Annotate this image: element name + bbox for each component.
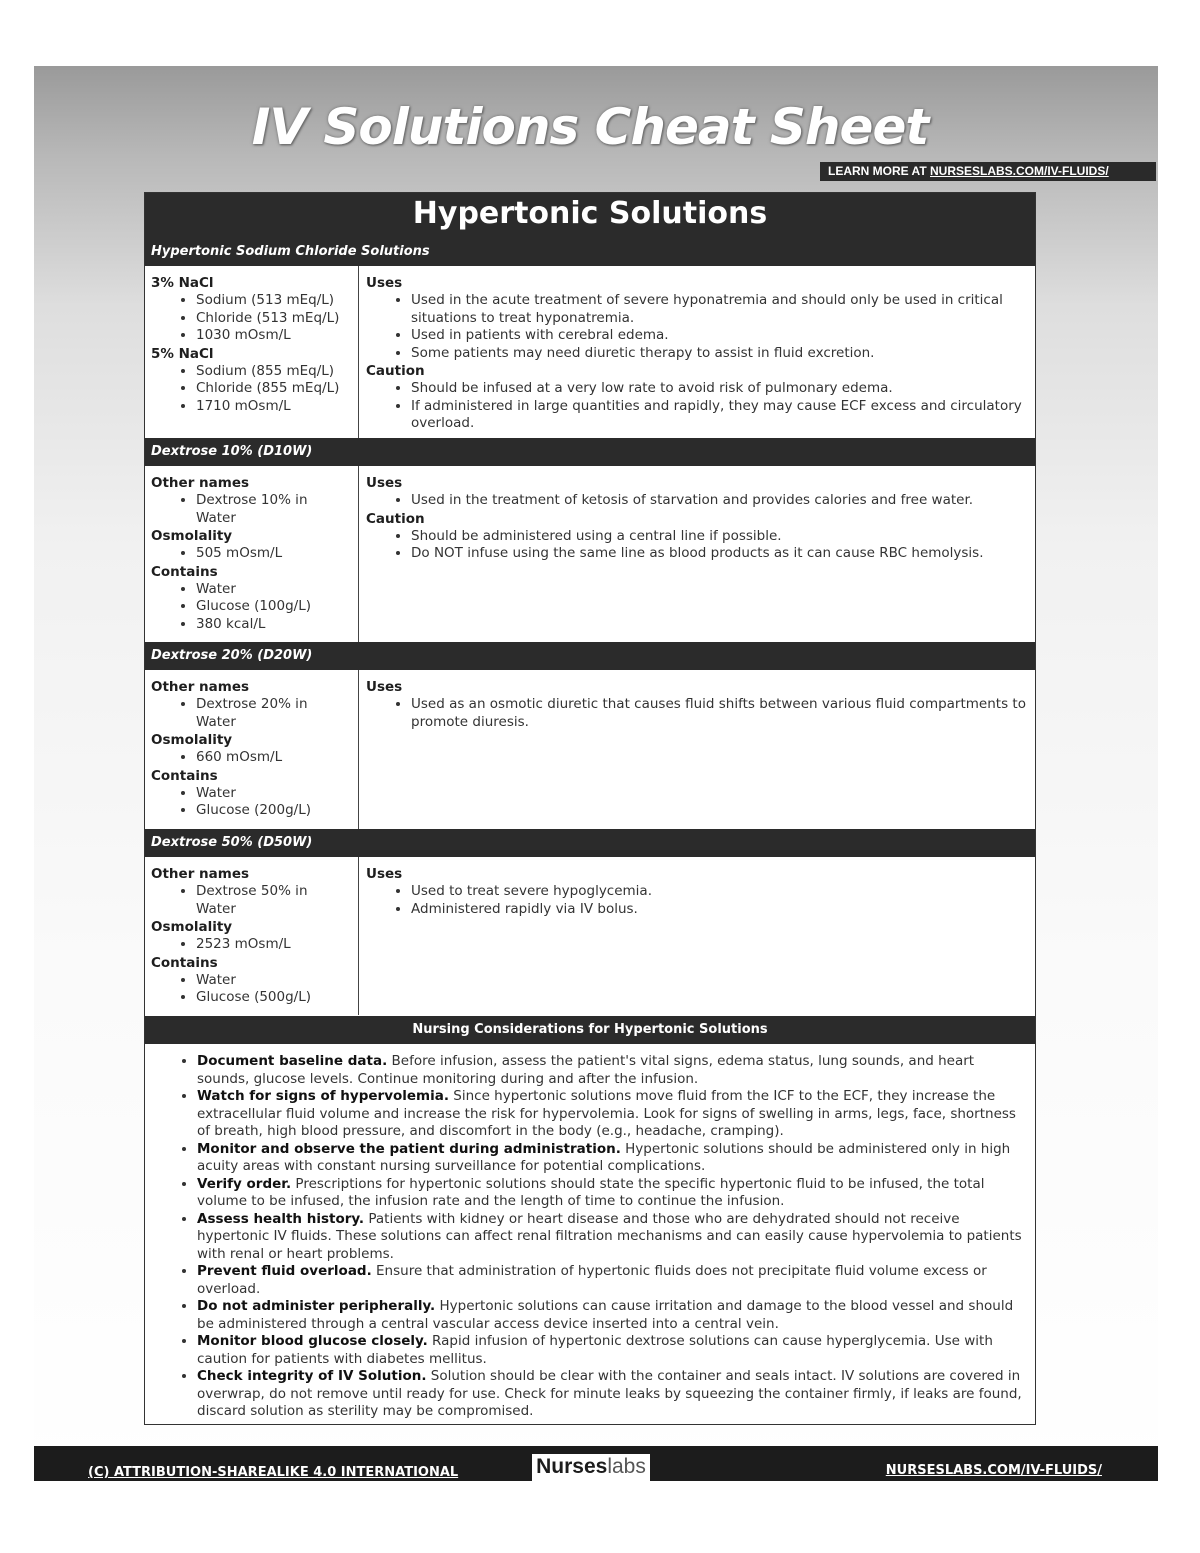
d50-row [145, 857, 1035, 1015]
contains-label: Contains [151, 563, 218, 580]
logo-thin-text: labs [607, 1455, 646, 1478]
item-text: Since hypertonic solutions move fluid from the ICF to the ECF, they increase the extracellular fluid volume and increase the risk for hypervolemia. Look for signs of swelling in arms, legs, face, shortness of breath, high blood pressure, and discomfort in the body (e.g., headache, cramping). [197, 1088, 1016, 1139]
footer-bar [34, 1446, 1158, 1481]
list-item: • Should be infused at a very low rate to avoid risk of pulmonary edema. [411, 380, 1027, 398]
nacl-5-label: 5% NaCl [151, 345, 214, 362]
uses-list [366, 292, 1027, 362]
nursing-section-header: Nursing Considerations for Hypertonic Solutions [145, 1016, 1035, 1044]
list-item: • Glucose (500g/L) [196, 989, 358, 1007]
list-item: • Dextrose 10% in Water [196, 492, 318, 527]
list-item [197, 1298, 1025, 1333]
osmolality-label: Osmolality [151, 919, 233, 935]
uses-label: Uses [366, 275, 403, 291]
osmolality-list [151, 749, 358, 767]
item-heading: Do not administer peripherally. [197, 1298, 436, 1314]
list-item [197, 1333, 1025, 1368]
list-item: • 2523 mOsm/L [196, 936, 358, 954]
osmolality-list [151, 936, 358, 954]
item-text: Solution should be clear with the container and seals intact. IV solutions are covered in overwrap, do not remove until ready for use. Check for minute leaks by squeezing the container firmly, if leaks are found, discard solution as sterility may be compromised. [197, 1368, 1022, 1419]
item-text: Patients with kidney or heart disease and those who are dehydrated should not receive hypertonic IV fluids. These solutions can affect renal filtration mechanisms and can easily cause hypervolemia to patients with renal or heart problems. [197, 1210, 1022, 1262]
d50-left-column [145, 857, 359, 1015]
osmolality-list [151, 545, 358, 563]
list-item [197, 1368, 1025, 1421]
list-item: • Used in patients with cerebral edema. [411, 327, 1027, 345]
d50-right-column [360, 857, 1035, 1015]
contains-list [151, 581, 358, 634]
d10-left-column [145, 466, 359, 642]
nurseslabs-logo [532, 1454, 650, 1481]
list-item: • Chloride (513 mEq/L) [196, 310, 358, 328]
list-item: • Some patients may need diuretic therapy to assist in fluid excretion. [411, 345, 1027, 363]
hypertonic-panel [144, 192, 1036, 1425]
list-item: • Administered rapidly via IV bolus. [411, 901, 1027, 919]
list-item [197, 1211, 1025, 1264]
contains-label: Contains [151, 767, 218, 784]
osmolality-label: Osmolality [151, 732, 233, 748]
item-text: Before infusion, assess the patient's vital signs, edema status, lung sounds, and heart sounds, glucose levels. Continue monitoring during and after the infusion. [197, 1053, 975, 1087]
footer-link[interactable]: NURSESLABS.COM/IV-FLUIDS/ [885, 1463, 1102, 1478]
list-item: • Chloride (855 mEq/L) [196, 380, 358, 398]
item-heading: Verify order. [197, 1175, 292, 1192]
d20-section-header: Dextrose 20% (D20W) [145, 642, 1035, 670]
item-heading: Document baseline data. [197, 1053, 388, 1069]
nursing-list [151, 1053, 1025, 1421]
caution-label: Caution [366, 363, 425, 379]
list-item: • Should be administered using a central line if possible. [411, 528, 1027, 546]
nacl-row [145, 266, 1035, 438]
section-main-title: Hypertonic Solutions [145, 193, 1035, 238]
caution-list [366, 528, 1027, 563]
item-text: Hypertonic solutions should be administered only in high acuity areas with constant nursing surveillance for potential complications. [197, 1140, 1011, 1174]
list-item [197, 1176, 1025, 1211]
other-names-label: Other names [151, 866, 250, 882]
learn-more-link[interactable]: NURSESLABS.COM/IV-FLUIDS/ [930, 164, 1109, 178]
list-item [197, 1053, 1025, 1088]
item-text: Rapid infusion of hypertonic dextrose solutions can cause hyperglycemia. Use with caution for patients with diabetes mellitus. [197, 1333, 993, 1367]
list-item: • Water [196, 581, 358, 599]
uses-label: Uses [366, 679, 403, 695]
uses-list [366, 883, 1027, 918]
d20-left-column [145, 670, 359, 829]
item-heading: Watch for signs of hypervolemia. [197, 1088, 449, 1104]
list-item: • Do NOT infuse using the same line as blood products as it can cause RBC hemolysis. [411, 545, 1027, 563]
page-title: IV Solutions Cheat Sheet [251, 98, 929, 156]
d20-row [145, 670, 1035, 829]
list-item: • 505 mOsm/L [196, 545, 358, 563]
nacl-right-column [360, 266, 1035, 438]
nacl-left-column [145, 266, 359, 438]
learn-more-banner [820, 162, 1156, 181]
item-heading: Monitor blood glucose closely. [197, 1333, 428, 1349]
list-item: • 1710 mOsm/L [196, 398, 358, 416]
nursing-considerations [145, 1053, 1035, 1421]
learn-more-prefix: LEARN MORE AT [828, 164, 930, 178]
uses-list [366, 696, 1027, 731]
logo-bold-text: Nurses [536, 1455, 608, 1478]
uses-label: Uses [366, 475, 403, 491]
list-item [197, 1141, 1025, 1176]
list-item: • Water [196, 972, 358, 990]
item-heading: Assess health history. [197, 1210, 365, 1227]
d20-right-column [360, 670, 1035, 829]
list-item: • Used as an osmotic diuretic that causes fluid shifts between various fluid compartments to promote diuresis. [411, 696, 1027, 731]
list-item: • 1030 mOsm/L [196, 327, 358, 345]
list-item: • Glucose (100g/L) [196, 598, 358, 616]
contains-label: Contains [151, 954, 218, 971]
nacl-3-label: 3% NaCl [151, 275, 214, 291]
other-names-label: Other names [151, 475, 250, 491]
nacl-3-list [151, 292, 358, 345]
other-names-list [151, 883, 358, 918]
caution-list [366, 380, 1027, 433]
caution-label: Caution [366, 510, 425, 527]
contains-list [151, 785, 358, 820]
list-item: • Sodium (855 mEq/L) [196, 363, 358, 381]
list-item: • Dextrose 50% in Water [196, 883, 318, 918]
list-item: • Used in the acute treatment of severe hyponatremia and should only be used in critical situations to treat hyponatremia. [411, 292, 1027, 327]
list-item: • Dextrose 20% in Water [196, 696, 318, 731]
list-item: • Used in the treatment of ketosis of starvation and provides calories and free water. [411, 492, 1027, 510]
license-text: (C) ATTRIBUTION-SHAREALIKE 4.0 INTERNATIONAL [88, 1465, 459, 1480]
list-item: • Glucose (200g/L) [196, 802, 358, 820]
uses-list [366, 492, 1027, 510]
list-item: • Used to treat severe hypoglycemia. [411, 883, 1027, 901]
item-text: Prescriptions for hypertonic solutions should state the specific hypertonic fluid to be infused, the total volume to be infused, the infusion rate and the length of time to continue the infusion. [197, 1175, 985, 1209]
list-item [197, 1263, 1025, 1298]
d10-right-column [360, 466, 1035, 642]
contains-list [151, 972, 358, 1007]
list-item: • 660 mOsm/L [196, 749, 358, 767]
item-heading: Monitor and observe the patient during administration. [197, 1140, 621, 1157]
other-names-label: Other names [151, 679, 250, 695]
list-item: • Sodium (513 mEq/L) [196, 292, 358, 310]
list-item: • Water [196, 785, 358, 803]
d50-section-header: Dextrose 50% (D50W) [145, 829, 1035, 857]
d10-row [145, 466, 1035, 642]
nacl-section-header: Hypertonic Sodium Chloride Solutions [145, 238, 1035, 266]
list-item [197, 1088, 1025, 1141]
other-names-list [151, 492, 358, 527]
item-heading: Check integrity of IV Solution. [197, 1368, 427, 1384]
item-text: Ensure that administration of hypertonic fluids does not precipitate fluid volume excess or overload. [197, 1263, 987, 1297]
list-item: • If administered in large quantities and rapidly, they may cause ECF excess and circulatory overload. [411, 398, 1027, 433]
item-heading: Prevent fluid overload. [197, 1263, 372, 1279]
nacl-5-list [151, 363, 358, 416]
other-names-list [151, 696, 358, 731]
uses-label: Uses [366, 866, 403, 882]
item-text: Hypertonic solutions can cause irritation and damage to the blood vessel and should be administered through a central vascular access device inserted into a central vein. [197, 1298, 1014, 1332]
list-item: • 380 kcal/L [196, 616, 358, 634]
osmolality-label: Osmolality [151, 528, 233, 544]
d10-section-header: Dextrose 10% (D10W) [145, 438, 1035, 466]
